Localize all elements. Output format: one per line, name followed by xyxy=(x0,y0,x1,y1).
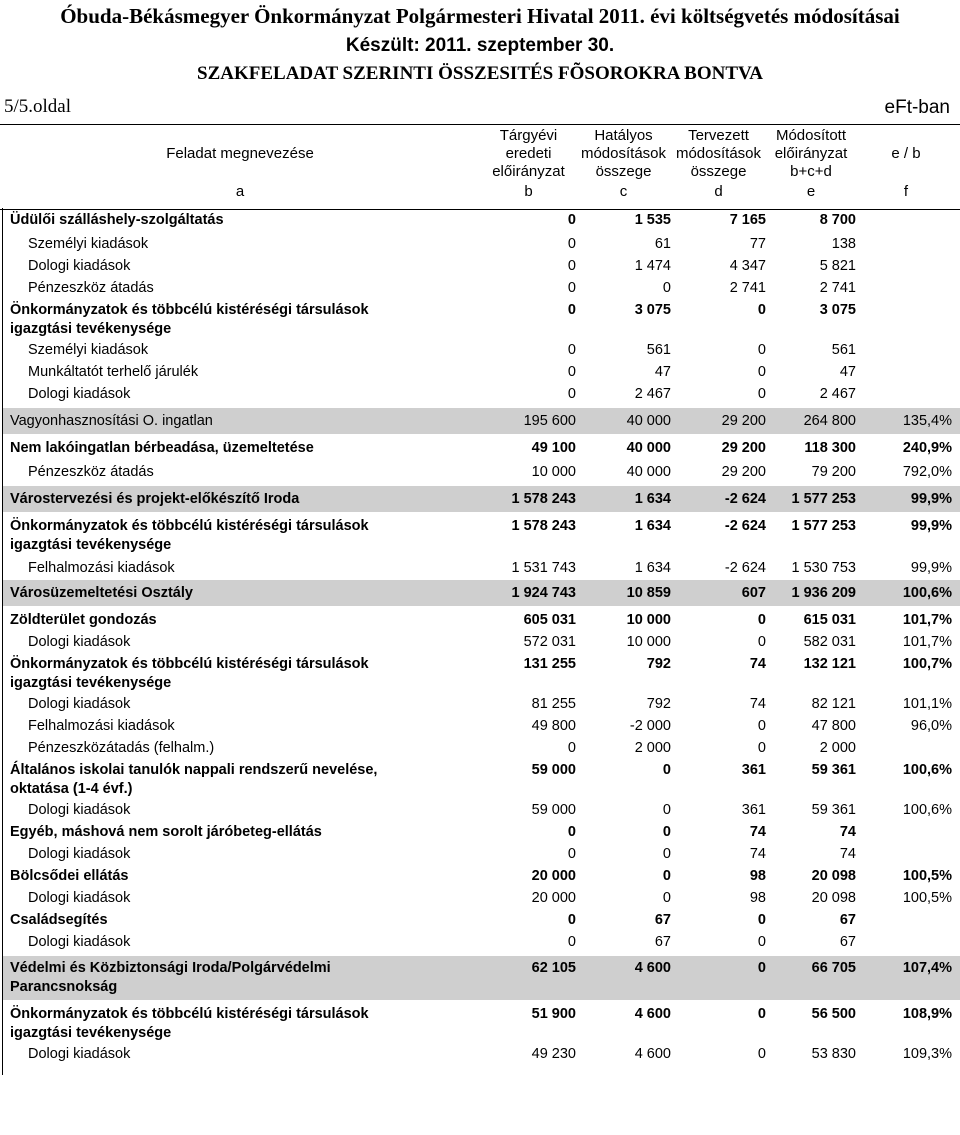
cell-valid: 792 xyxy=(646,696,671,712)
cell-original: 1 578 243 xyxy=(511,518,576,534)
cell-valid: 47 xyxy=(654,364,671,380)
table-row xyxy=(3,798,960,820)
cell-valid: 67 xyxy=(654,912,671,928)
cell-ratio: 101,7% xyxy=(902,634,952,650)
cell-valid: 0 xyxy=(662,280,671,296)
cell-planned: 0 xyxy=(757,612,766,628)
cell-modified: 59 361 xyxy=(811,802,856,818)
cell-planned: -2 624 xyxy=(724,518,766,534)
table-row xyxy=(3,608,960,630)
table-row xyxy=(3,436,960,460)
cell-modified: 138 xyxy=(831,236,856,252)
cell-planned: 0 xyxy=(757,912,766,928)
cell-planned: 74 xyxy=(749,696,766,712)
table-row xyxy=(3,580,960,606)
row-label: Önkormányzatok és többcélú kistéréségi társulások igazgtási tevékenysége xyxy=(10,656,369,691)
cell-modified: 1 577 253 xyxy=(791,491,856,507)
cell-original: 1 531 743 xyxy=(511,560,576,576)
cell-valid: 3 075 xyxy=(634,302,671,318)
table-row xyxy=(3,630,960,652)
cell-modified: 67 xyxy=(839,934,856,950)
row-label: Személyi kiadások xyxy=(28,342,149,358)
header-task: Feladat megnevezése xyxy=(166,145,314,162)
table-body xyxy=(3,208,960,1066)
cell-modified: 53 830 xyxy=(811,1046,856,1062)
cell-modified: 59 361 xyxy=(811,762,856,778)
row-label: Általános iskolai tanulók nappali rendszerű nevelése, oktatása (1-4 évf.) xyxy=(10,762,378,797)
cell-original: 605 031 xyxy=(523,612,576,628)
cell-planned: 0 xyxy=(757,718,766,734)
table-row xyxy=(3,930,960,952)
page-number: 5/5.oldal xyxy=(4,96,72,117)
cell-original: 49 100 xyxy=(531,440,576,456)
row-label: Felhalmozási kiadások xyxy=(28,560,175,576)
row-label: Egyéb, máshová nem sorolt járóbeteg-ellátás xyxy=(10,824,322,840)
cell-valid: 4 600 xyxy=(634,960,671,976)
cell-ratio: 100,6% xyxy=(902,585,952,601)
cell-original: 0 xyxy=(567,740,576,756)
row-label: Dologi kiadások xyxy=(28,1046,131,1062)
row-label: Dologi kiadások xyxy=(28,890,131,906)
cell-original: 0 xyxy=(567,934,576,950)
table-row xyxy=(3,820,960,842)
cell-original: 0 xyxy=(567,364,576,380)
cell-modified: 118 300 xyxy=(804,440,856,456)
cell-valid: 40 000 xyxy=(626,464,671,480)
table-row xyxy=(3,956,960,1000)
table-row xyxy=(3,298,960,338)
cell-valid: 61 xyxy=(654,236,671,252)
letter-a: a xyxy=(235,183,245,200)
cell-modified: 132 121 xyxy=(803,656,856,672)
table-row xyxy=(3,276,960,298)
cell-planned: 7 165 xyxy=(729,212,766,228)
row-label: Bölcsődei ellátás xyxy=(10,868,129,884)
cell-modified: 79 200 xyxy=(811,464,856,480)
cell-valid: 1 474 xyxy=(634,258,671,274)
letter-e: e xyxy=(806,183,816,200)
row-label: Dologi kiadások xyxy=(28,802,131,818)
header-modified: Módosított előirányzat b+c+d xyxy=(774,127,848,180)
cell-ratio: 101,7% xyxy=(902,612,952,628)
cell-modified: 20 098 xyxy=(811,868,856,884)
cell-planned: 0 xyxy=(757,1046,766,1062)
row-label: Dologi kiadások xyxy=(28,634,131,650)
cell-modified: 1 577 253 xyxy=(791,518,856,534)
table-row xyxy=(3,514,960,556)
cell-original: 62 105 xyxy=(531,960,576,976)
cell-original: 10 000 xyxy=(531,464,576,480)
cell-ratio: 99,9% xyxy=(910,518,952,534)
cell-planned: 77 xyxy=(749,236,766,252)
cell-valid: 1 634 xyxy=(634,518,671,534)
cell-planned: -2 624 xyxy=(724,491,766,507)
cell-modified: 74 xyxy=(839,846,856,862)
cell-ratio: 99,9% xyxy=(910,491,952,507)
table-row xyxy=(3,692,960,714)
row-label: Felhalmozási kiadások xyxy=(28,718,175,734)
row-label: Védelmi és Közbiztonsági Iroda/Polgárvédelmi Parancsnokság xyxy=(10,960,331,995)
cell-valid: 40 000 xyxy=(626,413,671,429)
cell-modified: 67 xyxy=(839,912,856,928)
cell-valid: 10 000 xyxy=(626,634,671,650)
cell-modified: 615 031 xyxy=(803,612,856,628)
cell-valid: -2 000 xyxy=(629,718,671,734)
cell-original: 0 xyxy=(567,912,576,928)
header-original: Tárgyévi eredeti előirányzat xyxy=(492,127,565,180)
row-label: Pénzeszközátadás (felhalm.) xyxy=(28,740,215,756)
cell-planned: 29 200 xyxy=(721,440,766,456)
cell-original: 0 xyxy=(567,236,576,252)
cell-planned: 361 xyxy=(741,802,766,818)
cell-planned: 607 xyxy=(741,585,766,601)
row-label: Dologi kiadások xyxy=(28,846,131,862)
table-row xyxy=(3,254,960,276)
cell-modified: 47 800 xyxy=(811,718,856,734)
cell-planned: 0 xyxy=(757,934,766,950)
table-row xyxy=(3,842,960,864)
table-row xyxy=(3,486,960,512)
cell-modified: 1 530 753 xyxy=(791,560,856,576)
cell-original: 59 000 xyxy=(531,802,576,818)
letter-f: f xyxy=(903,183,909,200)
cell-original: 49 800 xyxy=(531,718,576,734)
row-label: Üdülői szálláshely-szolgáltatás xyxy=(10,212,224,228)
cell-valid: 4 600 xyxy=(634,1046,671,1062)
table-row xyxy=(3,886,960,908)
cell-ratio: 99,9% xyxy=(910,560,952,576)
cell-planned: 0 xyxy=(757,960,766,976)
cell-ratio: 100,6% xyxy=(902,802,952,818)
cell-valid: 67 xyxy=(654,934,671,950)
cell-modified: 2 741 xyxy=(819,280,856,296)
cell-valid: 10 859 xyxy=(626,585,671,601)
row-label: Munkáltatót terhelő járulék xyxy=(28,364,199,380)
cell-ratio: 100,5% xyxy=(902,868,952,884)
cell-valid: 1 535 xyxy=(634,212,671,228)
cell-valid: 4 600 xyxy=(634,1006,671,1022)
cell-modified: 561 xyxy=(831,342,856,358)
cell-original: 0 xyxy=(567,342,576,358)
cell-planned: 0 xyxy=(757,342,766,358)
cell-original: 0 xyxy=(567,212,576,228)
row-label: Önkormányzatok és többcélú kistéréségi társulások igazgtási tevékenysége xyxy=(10,518,369,553)
row-label: Dologi kiadások xyxy=(28,696,131,712)
cell-planned: 0 xyxy=(757,634,766,650)
cell-modified: 1 936 209 xyxy=(791,585,856,601)
cell-ratio: 107,4% xyxy=(902,960,952,976)
cell-valid: 10 000 xyxy=(626,612,671,628)
cell-original: 51 900 xyxy=(531,1006,576,1022)
prepared-date: Készült: 2011. szeptember 30. xyxy=(345,35,615,56)
cell-ratio: 101,1% xyxy=(902,696,952,712)
cell-valid: 2 000 xyxy=(634,740,671,756)
cell-original: 0 xyxy=(567,280,576,296)
table-row xyxy=(3,736,960,758)
cell-original: 0 xyxy=(567,386,576,402)
cell-ratio: 135,4% xyxy=(902,413,952,429)
cell-original: 0 xyxy=(567,824,576,840)
cell-ratio: 100,6% xyxy=(902,762,952,778)
cell-ratio: 100,5% xyxy=(902,890,952,906)
table-row xyxy=(3,758,960,798)
cell-original: 0 xyxy=(567,302,576,318)
cell-modified: 264 800 xyxy=(803,413,856,429)
cell-modified: 8 700 xyxy=(819,212,856,228)
cell-valid: 2 467 xyxy=(634,386,671,402)
cell-planned: 4 347 xyxy=(729,258,766,274)
cell-planned: 98 xyxy=(749,890,766,906)
cell-original: 49 230 xyxy=(531,1046,576,1062)
cell-ratio: 108,9% xyxy=(902,1006,952,1022)
row-label: Személyi kiadások xyxy=(28,236,149,252)
cell-modified: 82 121 xyxy=(811,696,856,712)
table-row xyxy=(3,208,960,232)
cell-original: 20 000 xyxy=(531,868,576,884)
cell-ratio: 109,3% xyxy=(902,1046,952,1062)
table-row xyxy=(3,360,960,382)
letter-d: d xyxy=(714,183,723,200)
cell-modified: 2 467 xyxy=(819,386,856,402)
table-row xyxy=(3,1042,960,1066)
table-header xyxy=(0,124,960,210)
table-row xyxy=(3,1002,960,1042)
cell-ratio: 240,9% xyxy=(902,440,952,456)
cell-valid: 0 xyxy=(662,868,671,884)
row-label: Zöldterület gondozás xyxy=(10,612,157,628)
cell-modified: 5 821 xyxy=(819,258,856,274)
table-row xyxy=(3,908,960,930)
cell-planned: 74 xyxy=(749,824,766,840)
row-label: Családsegítés xyxy=(10,912,108,928)
cell-planned: 29 200 xyxy=(721,413,766,429)
cell-original: 59 000 xyxy=(531,762,576,778)
table-row xyxy=(3,408,960,434)
table-row xyxy=(3,652,960,692)
cell-valid: 40 000 xyxy=(626,440,671,456)
cell-valid: 561 xyxy=(646,342,671,358)
table-row xyxy=(3,232,960,254)
cell-original: 20 000 xyxy=(531,890,576,906)
unit-label: eFt-ban xyxy=(884,97,950,118)
cell-planned: 0 xyxy=(757,386,766,402)
cell-original: 195 600 xyxy=(523,413,576,429)
cell-original: 1 924 743 xyxy=(511,585,576,601)
cell-planned: 74 xyxy=(749,846,766,862)
row-label: Vagyonhasznosítási O. ingatlan xyxy=(10,413,213,429)
row-label: Önkormányzatok és többcélú kistéréségi társulások igazgtási tevékenysége xyxy=(10,302,369,337)
cell-modified: 2 000 xyxy=(819,740,856,756)
cell-planned: 0 xyxy=(757,740,766,756)
row-label: Nem lakóingatlan bérbeadása, üzemeltetése xyxy=(10,440,314,456)
table-row xyxy=(3,556,960,578)
column-letters xyxy=(0,183,960,205)
table-row xyxy=(3,382,960,404)
cell-planned: 0 xyxy=(757,364,766,380)
cell-modified: 3 075 xyxy=(819,302,856,318)
cell-ratio: 96,0% xyxy=(910,718,952,734)
row-label: Dologi kiadások xyxy=(28,386,131,402)
cell-modified: 47 xyxy=(839,364,856,380)
cell-modified: 20 098 xyxy=(811,890,856,906)
cell-valid: 1 634 xyxy=(634,560,671,576)
cell-valid: 1 634 xyxy=(634,491,671,507)
header-valid: Hatályos módosítások összege xyxy=(580,127,667,180)
table-row xyxy=(3,864,960,886)
cell-planned: 29 200 xyxy=(721,464,766,480)
cell-ratio: 100,7% xyxy=(902,656,952,672)
letter-b: b xyxy=(524,183,533,200)
cell-modified: 56 500 xyxy=(811,1006,856,1022)
cell-original: 0 xyxy=(567,258,576,274)
cell-valid: 0 xyxy=(662,890,671,906)
row-label: Várostervezési és projekt-előkészítő Iroda xyxy=(10,491,300,507)
cell-valid: 0 xyxy=(662,824,671,840)
cell-original: 81 255 xyxy=(531,696,576,712)
cell-planned: 0 xyxy=(757,302,766,318)
row-label: Dologi kiadások xyxy=(28,934,131,950)
cell-planned: 2 741 xyxy=(729,280,766,296)
letter-c: c xyxy=(619,183,628,200)
cell-valid: 0 xyxy=(662,846,671,862)
header-planned: Tervezett módosítások összege xyxy=(675,127,762,180)
table-row xyxy=(3,714,960,736)
table-row xyxy=(3,338,960,360)
cell-planned: 74 xyxy=(749,656,766,672)
cell-planned: 361 xyxy=(741,762,766,778)
row-label: Pénzeszköz átadás xyxy=(28,464,154,480)
table-row xyxy=(3,460,960,482)
cell-modified: 582 031 xyxy=(803,634,856,650)
cell-original: 572 031 xyxy=(523,634,576,650)
cell-ratio: 792,0% xyxy=(902,464,952,480)
cell-valid: 0 xyxy=(662,762,671,778)
row-label: Városüzemeltetési Osztály xyxy=(10,585,193,601)
cell-modified: 66 705 xyxy=(811,960,856,976)
row-label: Dologi kiadások xyxy=(28,258,131,274)
cell-planned: -2 624 xyxy=(724,560,766,576)
cell-original: 0 xyxy=(567,846,576,862)
cell-valid: 0 xyxy=(662,802,671,818)
cell-planned: 0 xyxy=(757,1006,766,1022)
cell-modified: 74 xyxy=(839,824,856,840)
document-title: Óbuda-Békásmegyer Önkormányzat Polgármesteri Hivatal 2011. évi költségvetés módosításai xyxy=(60,4,900,28)
cell-planned: 98 xyxy=(749,868,766,884)
row-label: Önkormányzatok és többcélú kistéréségi társulások igazgtási tevékenysége xyxy=(10,1006,369,1041)
row-label: Pénzeszköz átadás xyxy=(28,280,154,296)
header-ratio: e / b xyxy=(891,145,921,162)
cell-original: 131 255 xyxy=(523,656,576,672)
cell-valid: 792 xyxy=(646,656,671,672)
document-subtitle: SZAKFELADAT SZERINTI ÖSSZESITÉS FÕSOROKRA BONTVA xyxy=(197,63,763,84)
cell-original: 1 578 243 xyxy=(511,491,576,507)
